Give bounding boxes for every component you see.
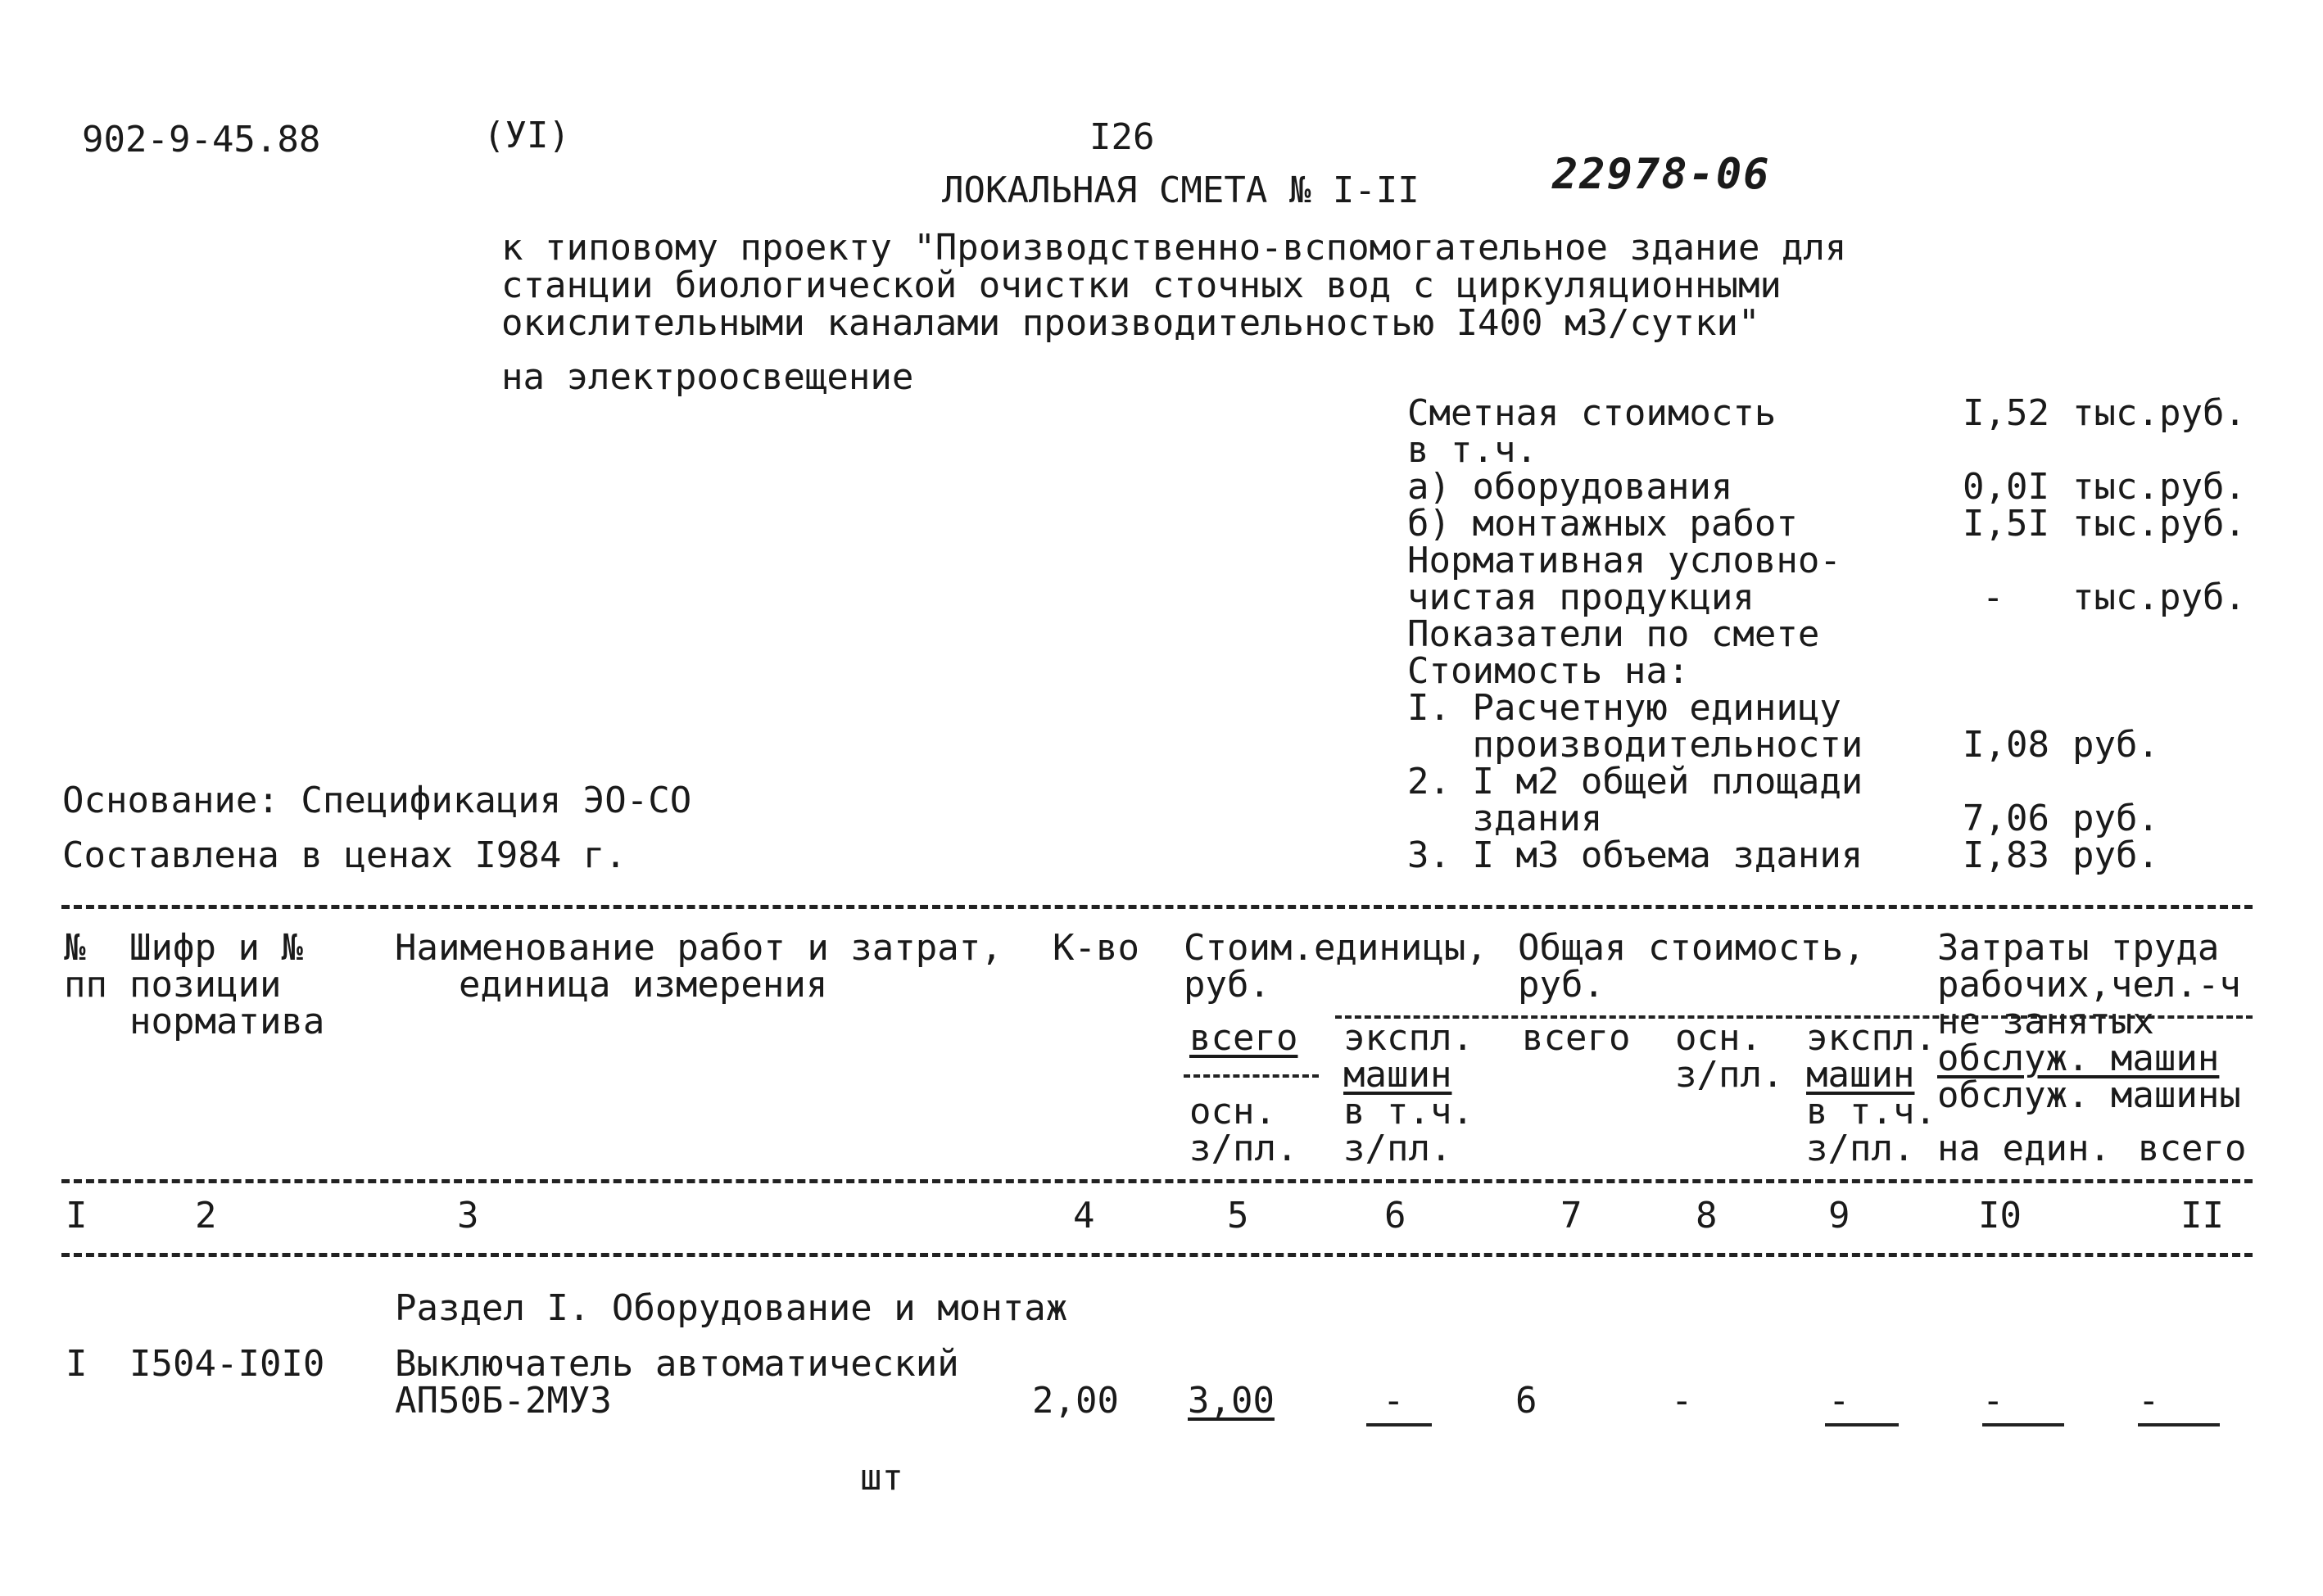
- summary-unit: тыс.руб.: [2072, 392, 2246, 434]
- summary-value: I,52: [1963, 392, 2049, 434]
- th-qty: К-во: [1053, 927, 1139, 969]
- colnum-bottom-rule: [61, 1253, 2253, 1257]
- row-no: I: [66, 1343, 88, 1385]
- row-unit: шт: [860, 1457, 903, 1499]
- summary-value: 7,06: [1963, 798, 2049, 839]
- col-number: 7: [1560, 1195, 1583, 1237]
- col-number: 2: [195, 1195, 217, 1237]
- summary-label: Нормативная условно-: [1407, 540, 1841, 581]
- th-name: Наименование работ и затрат,: [395, 927, 1003, 969]
- th-sub-osn: з/пл.: [1189, 1128, 1298, 1169]
- header-sub-rule: [1335, 1015, 2253, 1019]
- th-sub-mach: в т.ч.: [1343, 1091, 1474, 1133]
- summary-value: -: [1982, 576, 2004, 618]
- row-unit-cost-mach: -: [1383, 1380, 1405, 1422]
- row-total-mach: -: [1828, 1380, 1850, 1422]
- th-sub-mach2: экспл.: [1806, 1017, 1936, 1059]
- summary-label: в т.ч.: [1407, 429, 1537, 471]
- summary-value: I,83: [1963, 834, 2049, 876]
- th-sub-mach: з/пл.: [1343, 1128, 1452, 1169]
- summary-unit: руб.: [2072, 834, 2159, 876]
- summary-unit: руб.: [2072, 724, 2159, 766]
- col-number: II: [2180, 1195, 2224, 1237]
- doc-code: 902-9-45.88: [82, 119, 321, 161]
- th-labor: рабочих,чел.-ч: [1937, 964, 2241, 1006]
- summary-label: здания: [1407, 798, 1603, 839]
- col-number: 5: [1227, 1195, 1249, 1237]
- row-name: АП50Б-2МУЗ: [395, 1380, 612, 1422]
- summary-unit: руб.: [2072, 798, 2159, 839]
- summary-label: 3. I м3 объема здания: [1407, 834, 1863, 876]
- th-sub-mach: экспл.: [1343, 1017, 1474, 1059]
- th-labor: обслуж. машины: [1937, 1074, 2241, 1116]
- inventory-number: 22978-06: [1552, 150, 1771, 199]
- summary-label: Показатели по смете: [1407, 613, 1820, 655]
- fraction-rule: [1366, 1423, 1432, 1426]
- row-name: Выключатель автоматический: [395, 1343, 959, 1385]
- fraction-rule: [1825, 1423, 1899, 1426]
- summary-label: Сметная стоимость: [1407, 392, 1777, 434]
- table-top-rule: [61, 905, 2253, 909]
- summary-label: а) оборудования: [1407, 466, 1733, 508]
- volume-label: (УI): [483, 115, 570, 156]
- th-labor-unit: на един.: [1937, 1128, 2111, 1169]
- col-number: I: [66, 1195, 88, 1237]
- row-labor-total: -: [2138, 1380, 2160, 1422]
- document-title: ЛОКАЛЬНАЯ СМЕТА № I-II: [942, 170, 1420, 211]
- basis-line: Основание: Спецификация ЭО-СО: [62, 780, 692, 821]
- th-total-cost: руб.: [1518, 964, 1605, 1006]
- th-labor-total: всего: [2138, 1128, 2247, 1169]
- summary-label: I. Расчетную единицу: [1407, 687, 1841, 729]
- section-title: Раздел I. Оборудование и монтаж: [395, 1287, 1068, 1329]
- summary-label: 2. I м2 общей площади: [1407, 761, 1863, 803]
- header-sub-rule: [1184, 1074, 1319, 1078]
- th-no: №: [64, 927, 86, 969]
- th-name: единица измерения: [459, 964, 828, 1006]
- summary-label: Стоимость на:: [1407, 650, 1690, 692]
- th-sub-total: всего: [1189, 1017, 1298, 1059]
- summary-unit: тыс.руб.: [2072, 576, 2246, 618]
- th-labor: обслуж. машин: [1937, 1038, 2220, 1079]
- col-number: 3: [457, 1195, 479, 1237]
- col-number: 8: [1696, 1195, 1718, 1237]
- summary-label: чистая продукция: [1407, 576, 1755, 618]
- th-total-cost: Общая стоимость,: [1518, 927, 1865, 969]
- subtitle-line-2: станции биологической очистки сточных вод с циркуляционными: [501, 264, 1782, 306]
- header-bottom-rule: [61, 1179, 2253, 1183]
- summary-label: б) монтажных работ: [1407, 503, 1798, 545]
- summary-unit: тыс.руб.: [2072, 466, 2246, 508]
- row-total-osn: -: [1671, 1380, 1693, 1422]
- th-unit-cost: руб.: [1184, 964, 1270, 1006]
- summary-value: 0,0I: [1963, 466, 2049, 508]
- subtitle-line-3: окислительными каналами производительностью I400 м3/сутки": [501, 302, 1760, 344]
- th-sub-total2: всего: [1522, 1017, 1631, 1059]
- prices-line: Составлена в ценах I984 г.: [62, 834, 627, 876]
- row-unit-cost-total: 3,00: [1188, 1380, 1275, 1422]
- row-qty: 2,00: [1032, 1380, 1119, 1422]
- fraction-rule: [1982, 1423, 2064, 1426]
- th-sub-mach2: машин: [1806, 1054, 1915, 1096]
- col-number: 4: [1073, 1195, 1095, 1237]
- col-number: 9: [1828, 1195, 1850, 1237]
- row-total: 6: [1515, 1380, 1537, 1422]
- th-code: позиции: [129, 964, 282, 1006]
- col-number: I0: [1978, 1195, 2022, 1237]
- summary-label: производительности: [1407, 724, 1863, 766]
- th-sub-mach: машин: [1343, 1054, 1452, 1096]
- th-sub-osn: осн.: [1189, 1091, 1276, 1133]
- subtitle-line-1: к типовому проекту "Производственно-вспомогательное здание для: [501, 227, 1847, 269]
- th-code: Шифр и №: [129, 927, 303, 969]
- fraction-rule: [2138, 1423, 2220, 1426]
- th-code: норматива: [129, 1001, 325, 1042]
- col-number: 6: [1384, 1195, 1406, 1237]
- page-number: I26: [1089, 116, 1155, 158]
- th-sub-mach2: в т.ч.: [1806, 1091, 1936, 1133]
- row-code: I504-I0I0: [129, 1343, 325, 1385]
- th-labor: не занятых: [1937, 1001, 2154, 1042]
- subject-line: на электроосвещение: [501, 356, 914, 398]
- th-labor: Затраты труда: [1937, 927, 2220, 969]
- summary-unit: тыс.руб.: [2072, 503, 2246, 545]
- th-sub-osn2: осн.: [1675, 1017, 1762, 1059]
- summary-value: I,08: [1963, 724, 2049, 766]
- th-sub-mach2: з/пл.: [1806, 1128, 1915, 1169]
- th-sub-osn2: з/пл.: [1675, 1054, 1784, 1096]
- th-unit-cost: Стоим.единицы,: [1184, 927, 1488, 969]
- th-no: пп: [64, 964, 107, 1006]
- summary-value: I,5I: [1963, 503, 2049, 545]
- row-labor-unit: -: [1982, 1380, 2004, 1422]
